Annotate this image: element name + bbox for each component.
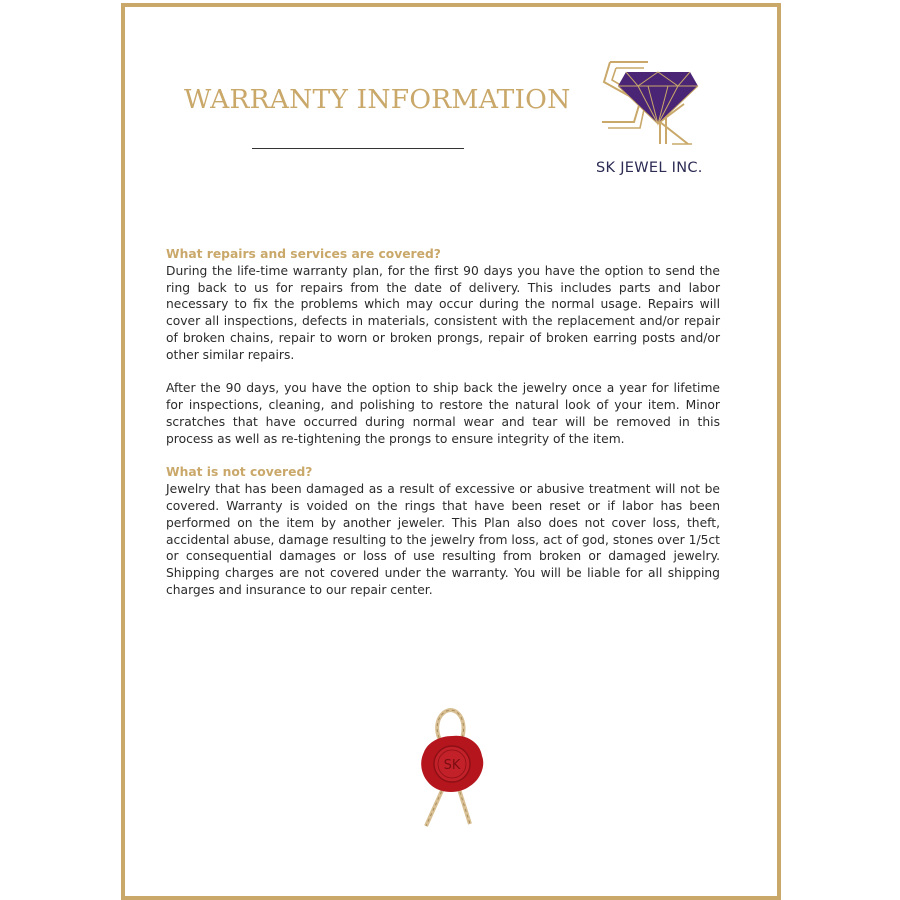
not-covered-paragraph-1: Jewelry that has been damaged as a result of excessive or abusive treatment will not be covered. Warranty is voided on the rings that have been reset or if labor has been performed on the item by another jeweler. This Plan also does not cover loss, theft, accidental abuse, damage resulting to the jewelry from loss, act of god, stones over 1/5ct or consequential damages or loss of use resulting from broken or damaged jewelry. Shipping charges are not covered under the warranty. You will be liable for all shipping charges and insurance to our repair center. <box>166 482 720 597</box>
diamond-sk-monogram-logo <box>600 60 700 146</box>
covered-paragraph-1: During the life-time warranty plan, for the first 90 days you have the option to send the ring back to us for repairs from the date of delivery. This includes parts and labor necessary to fix the problems which may occur during the normal usage. Repairs will cover all inspections, defects in materials, consistent with the replacement and/or repair of broken chains, repair to worn or broken prongs, repair of broken earring posts and/or other similar repairs. <box>166 263 720 362</box>
seal-monogram: SK <box>443 758 461 773</box>
covered-paragraph-2: After the 90 days, you have the option to ship back the jewelry once a year for lifetime for inspections, cleaning, and polishing to restore the natural look of your item. Minor scratches that have occurred during normal wear and tear will be removed in this process as well as re-tightening the prongs to ensure integrity of the item. <box>166 381 720 446</box>
warranty-content <box>166 246 720 599</box>
page-title: WARRANTY INFORMATION <box>184 84 571 115</box>
section-heading-covered: What repairs and services are covered? <box>166 247 441 261</box>
section-heading-not-covered: What is not covered? <box>166 465 313 480</box>
company-name: SK JEWEL INC. <box>596 160 703 176</box>
wax-seal-icon <box>410 706 494 830</box>
title-underline <box>252 148 464 149</box>
